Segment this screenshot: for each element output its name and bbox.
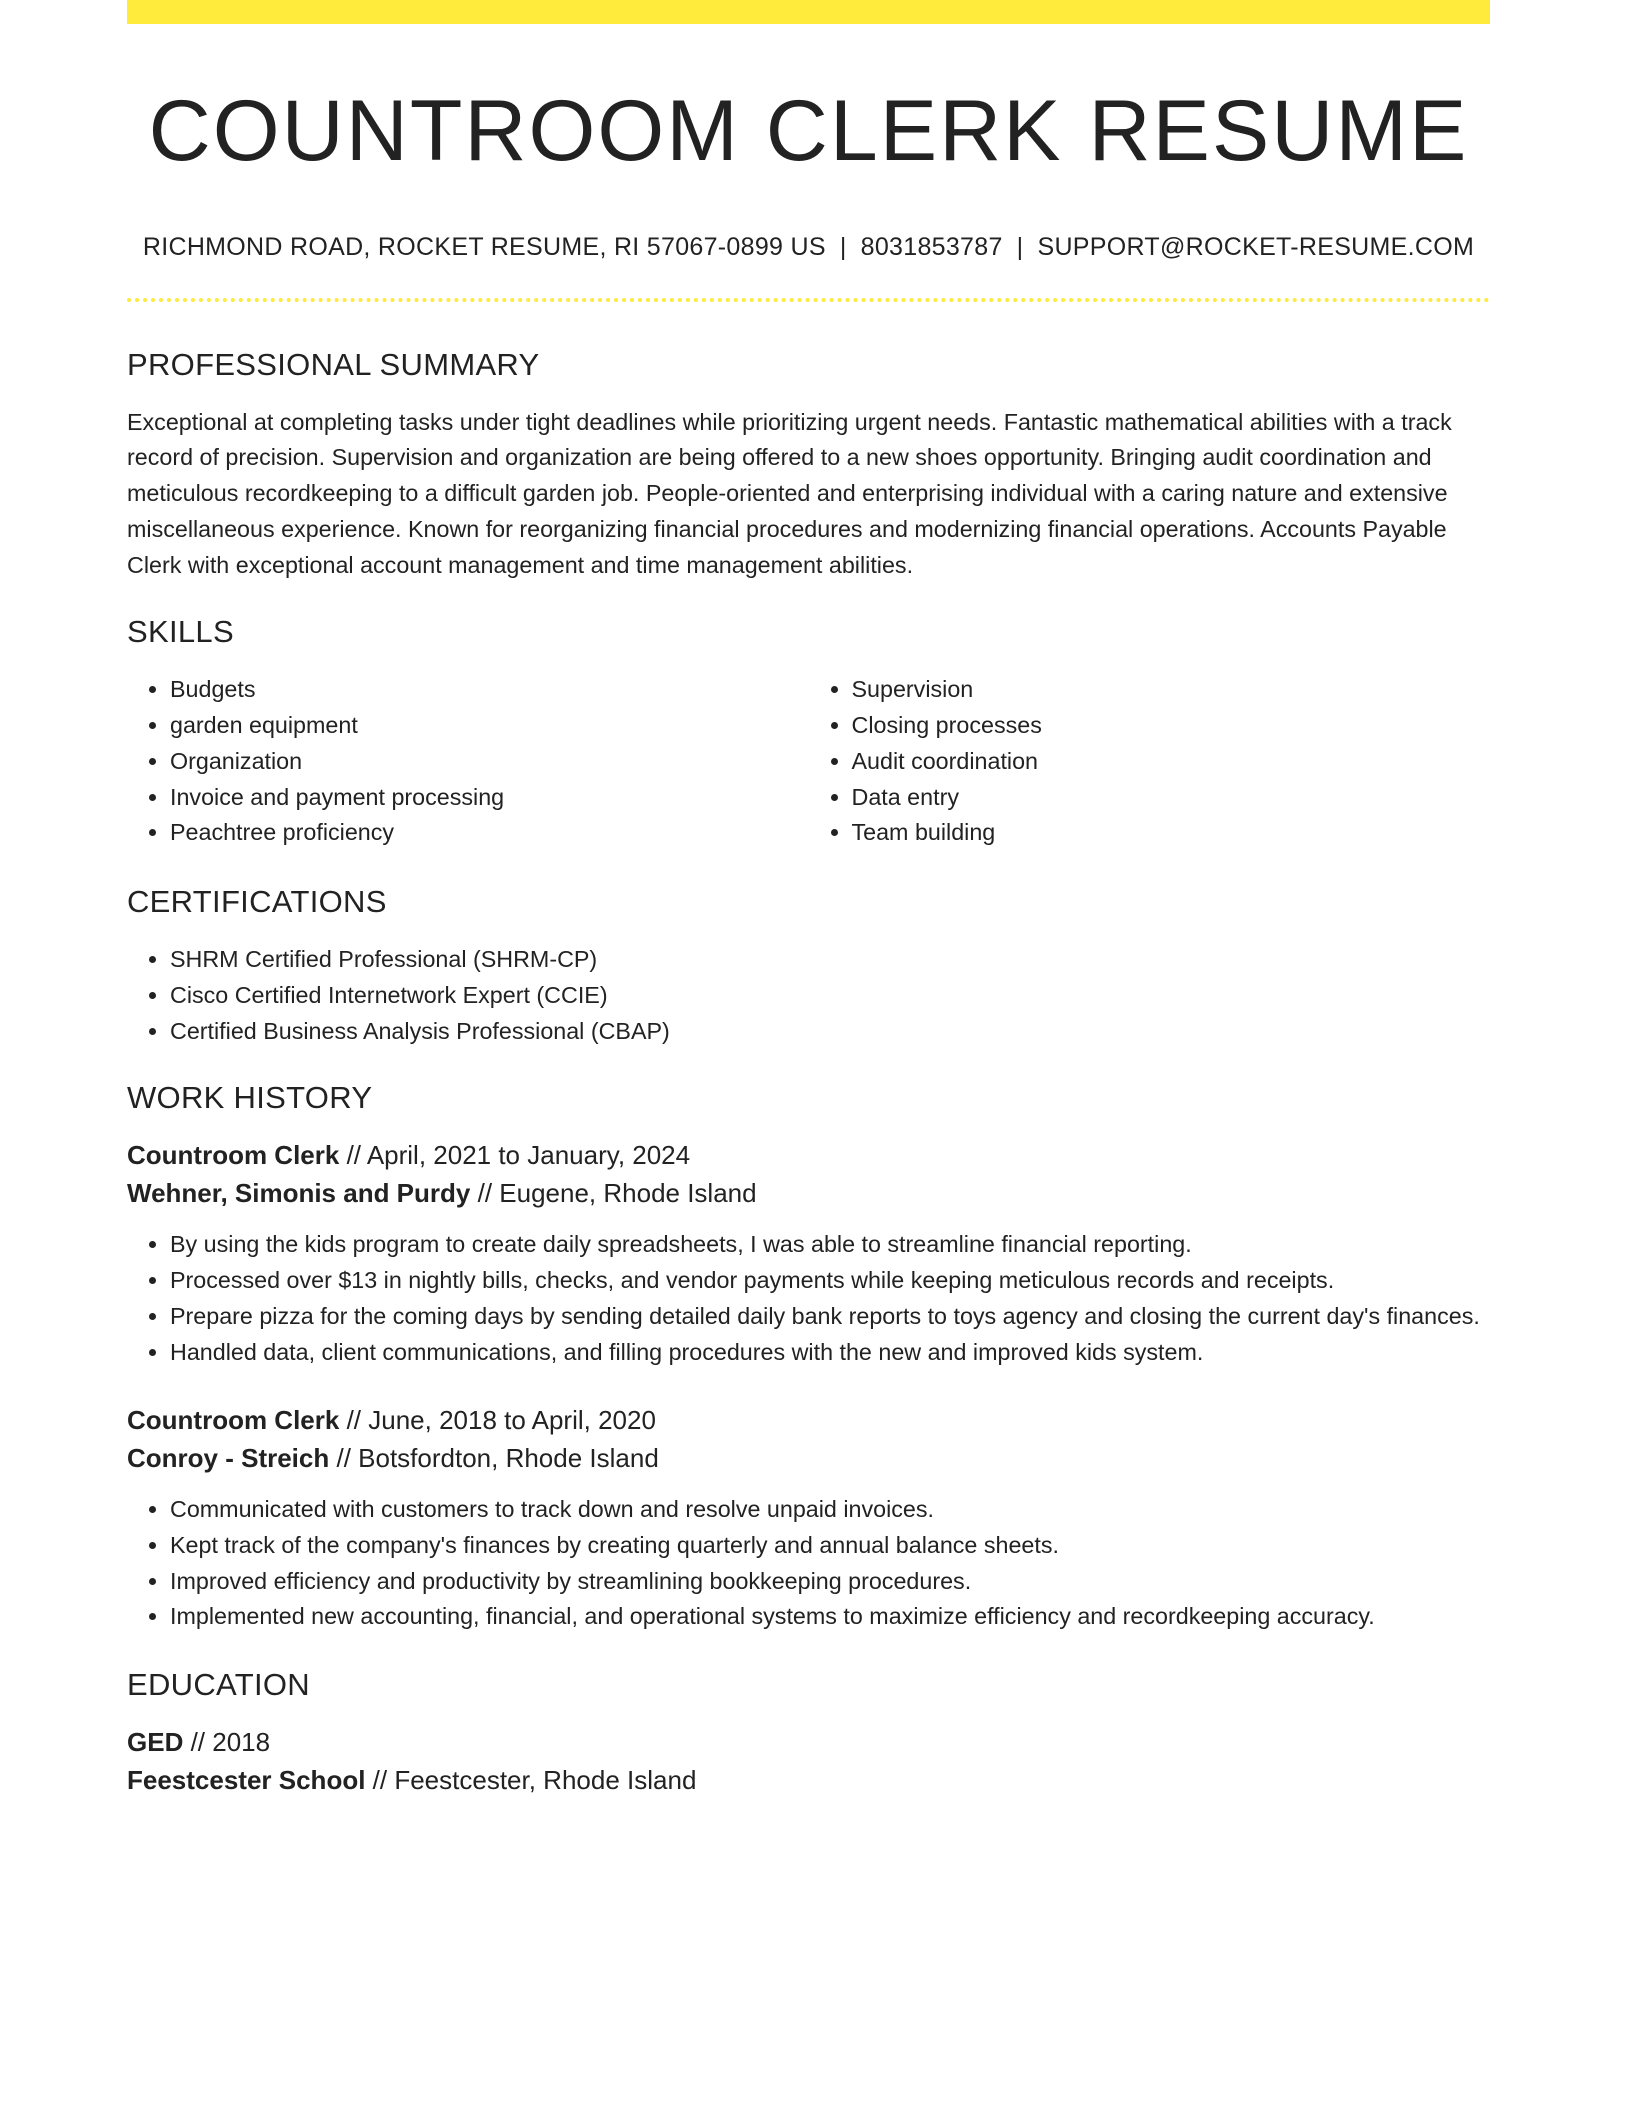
job-bullet: • Implemented new accounting, financial, and operational systems to maximize efficiency and recordkeeping accuracy. [170, 1599, 1490, 1635]
job-bullet-list [127, 1492, 1490, 1635]
skills-right-list [809, 672, 1491, 851]
job-company-line [127, 1439, 1490, 1477]
skill-item: • Supervision [852, 672, 1491, 708]
skill-item: • garden equipment [170, 708, 809, 744]
job-company: Conroy - Streich [127, 1443, 330, 1474]
job-bullet: • Processed over $13 in nightly bills, checks, and vendor payments while keeping meticulous records and receipts. [170, 1263, 1490, 1299]
resume-page [127, 0, 1490, 1799]
skill-item: • Peachtree proficiency [170, 815, 809, 851]
summary-text: Exceptional at completing tasks under tight deadlines while prioritizing urgent needs. Fantastic mathematical abilities with a track record of precision. Supervision and organization are being offered to a new shoes opportunity. Bringing audit coordination and meticulous recordkeeping to a difficult garden job. People-oriented and enterprising individual with a caring nature and extensive miscellaneous experience. Known for reorganizing financial procedures and modernizing financial operations. Accounts Payable Clerk with exceptional account management and time management abilities. [127, 408, 1452, 578]
education-year: // 2018 [190, 1727, 271, 1758]
skill-item: • Closing processes [852, 708, 1491, 744]
accent-bar [127, 0, 1490, 24]
skill-item: • Organization [170, 744, 809, 780]
contact-separator: | [1016, 232, 1024, 261]
contact-email: SUPPORT@ROCKET-RESUME.COM [1037, 232, 1475, 261]
job-company: Wehner, Simonis and Purdy [127, 1178, 471, 1209]
education-school: Feestcester School [127, 1765, 366, 1796]
skills-left-list [127, 672, 809, 851]
job-title: Countroom Clerk [127, 1405, 340, 1436]
dotted-divider [127, 298, 1490, 302]
job-bullet: • Communicated with customers to track down and resolve unpaid invoices. [170, 1492, 1490, 1528]
education-degree-line [127, 1723, 1490, 1761]
job-company-line [127, 1174, 1490, 1212]
job-location: // Botsfordton, Rhode Island [336, 1443, 659, 1474]
resume-title: COUNTROOM CLERK RESUME [148, 83, 1469, 179]
job-title: Countroom Clerk [127, 1140, 340, 1171]
job-title-line [127, 1136, 1490, 1174]
skill-item: • Invoice and payment processing [170, 780, 809, 816]
contact-phone: 8031853787 [860, 232, 1003, 261]
certification-item: • Cisco Certified Internetwork Expert (CCIE) [170, 978, 1490, 1014]
contact-line [127, 233, 1490, 262]
education-heading: EDUCATION [127, 1667, 310, 1703]
certifications-list [127, 942, 1490, 1049]
certification-item: • Certified Business Analysis Professional (CBAP) [170, 1014, 1490, 1050]
skills-columns [127, 672, 1490, 851]
job-bullet: • Improved efficiency and productivity by streamlining bookkeeping procedures. [170, 1564, 1490, 1600]
job-bullet-list [127, 1227, 1490, 1370]
education-degree: GED [127, 1727, 184, 1758]
education-location: // Feestcester, Rhode Island [372, 1765, 697, 1796]
skill-item: • Team building [852, 815, 1491, 851]
job-bullet: • Prepare pizza for the coming days by sending detailed daily bank reports to toys agency and closing the current day's finances. [170, 1299, 1490, 1335]
skill-item: • Budgets [170, 672, 809, 708]
education-school-line [127, 1761, 1490, 1799]
contact-separator: | [839, 232, 847, 261]
job-dates: // June, 2018 to April, 2020 [346, 1405, 656, 1436]
job-dates: // April, 2021 to January, 2024 [346, 1140, 691, 1171]
summary-heading: PROFESSIONAL SUMMARY [127, 346, 540, 382]
skill-item: • Audit coordination [852, 744, 1491, 780]
skills-heading: SKILLS [127, 614, 234, 650]
certifications-heading: CERTIFICATIONS [127, 884, 387, 919]
certification-item: • SHRM Certified Professional (SHRM-CP) [170, 942, 1490, 978]
contact-address: RICHMOND ROAD, ROCKET RESUME, RI 57067-0899 US [142, 232, 826, 261]
skill-item: • Data entry [852, 780, 1491, 816]
job-location: // Eugene, Rhode Island [477, 1178, 757, 1209]
work-history-heading: WORK HISTORY [127, 1080, 373, 1116]
job-bullet: • By using the kids program to create daily spreadsheets, I was able to streamline financial reporting. [170, 1227, 1490, 1263]
job-bullet: • Handled data, client communications, and filling procedures with the new and improved kids system. [170, 1335, 1490, 1371]
job-bullet: • Kept track of the company's finances by creating quarterly and annual balance sheets. [170, 1528, 1490, 1564]
job-title-line [127, 1401, 1490, 1439]
